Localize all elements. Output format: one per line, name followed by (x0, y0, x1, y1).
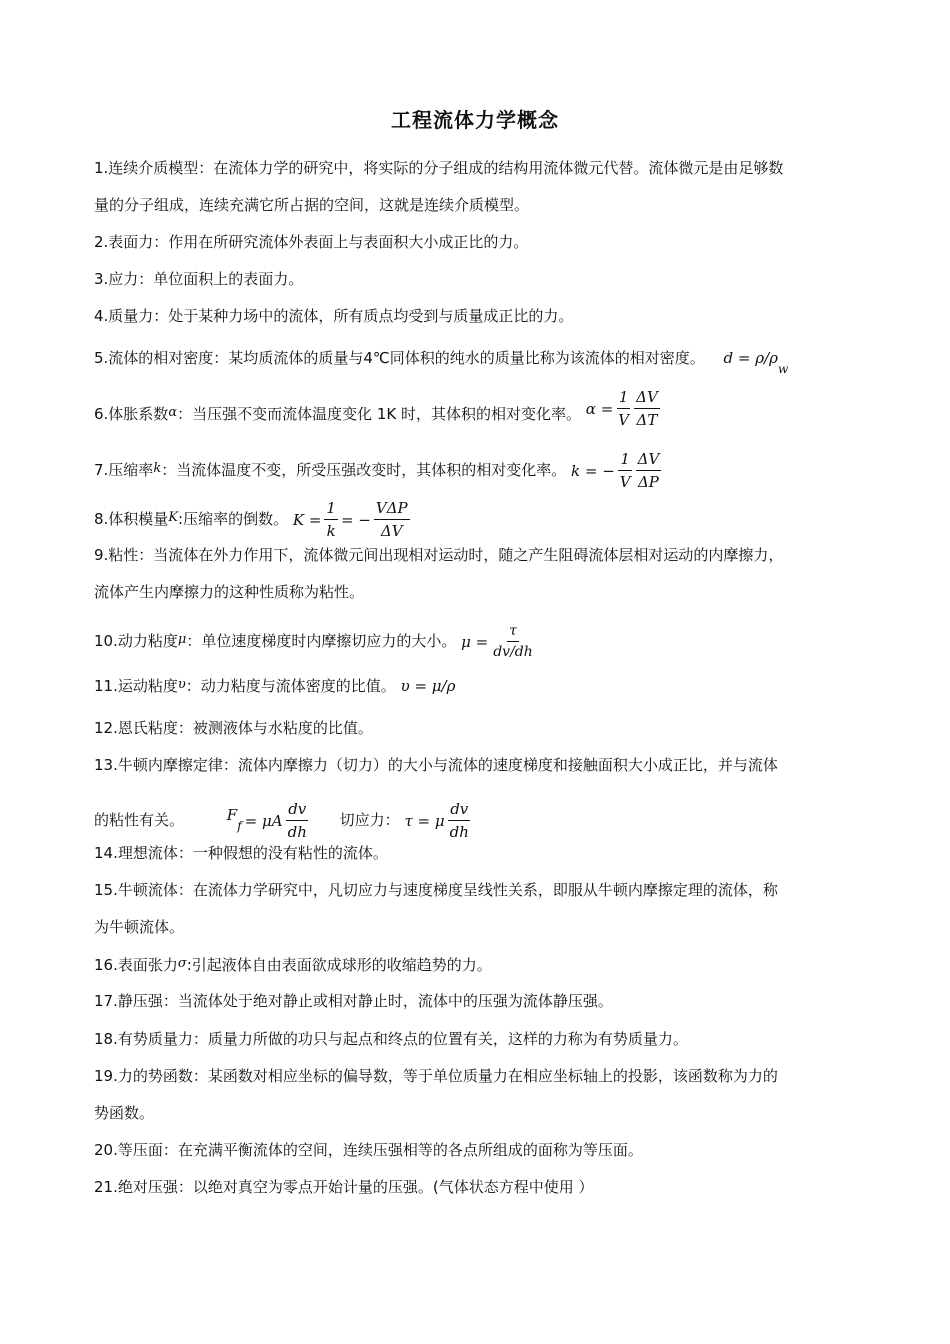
item-3: 3.应力：单位面积上的表面力。 (94, 270, 304, 288)
item-6-label: 6.体胀系数 (94, 405, 169, 423)
item-10-symbol: μ (177, 632, 187, 647)
item-7-text: ：当流体温度不变，所受压强改变时，其体积的相对变化率。 (161, 461, 567, 479)
item-13-formula-force: $F_f$ = μA $\frac{dv}{dh}$ (226, 800, 307, 841)
item-19-line-1: 19.力的势函数：某函数对相应坐标的偏导数，等于单位质量力在相应坐标轴上的投影，该函数称为力的 (94, 1067, 778, 1085)
item-15-line-2: 为牛顿流体。 (94, 918, 185, 936)
item-11 (94, 675, 455, 696)
item-9-line-1: 9.粘性：当流体在外力作用下，流体微元间出现相对运动时，随之产生阻碍流体层相对运动的内摩擦力， (94, 546, 784, 564)
item-16-label: 16.表面张力 (94, 956, 178, 974)
item-16-symbol: σ (177, 956, 187, 971)
item-14: 14.理想流体：一种假想的没有粘性的流体。 (94, 844, 388, 862)
item-10-text: ：单位速度梯度时内摩擦切应力的大小。 (186, 632, 457, 650)
item-6 (94, 388, 660, 431)
item-8-text: :压缩率的倒数。 (178, 510, 289, 528)
item-1-line-2: 量的分子组成，连续充满它所占据的空间，这就是连续介质模型。 (94, 196, 530, 214)
item-19-line-2: 势函数。 (94, 1104, 155, 1122)
item-12: 12.恩氏粘度：被测液体与水粘度的比值。 (94, 719, 373, 737)
item-11-label: 11.运动粘度 (94, 677, 178, 695)
item-7 (94, 448, 661, 493)
item-13-formula-shear: τ = μ $\frac{dv}{dh}$ (404, 800, 469, 841)
item-10 (94, 621, 535, 662)
item-18: 18.有势质量力：质量力所做的功只与起点和终点的位置有关，这样的力称为有势质量力。 (94, 1030, 688, 1048)
item-8-formula: K = $\frac{1}{k}$ = − $\frac{\text{VΔP}}{\Delta V}$ (292, 499, 408, 540)
item-8-label: 8.体积模量 (94, 510, 169, 528)
item-13-text: 的粘性有关。 (94, 811, 185, 829)
item-5 (94, 348, 788, 379)
document-title: 工程流体力学概念 (391, 108, 559, 132)
item-8-symbol: K (168, 510, 179, 525)
item-4: 4.质量力：处于某种力场中的流体，所有质点均受到与质量成正比的力。 (94, 307, 574, 325)
item-20: 20.等压面：在充满平衡流体的空间，连续压强相等的各点所组成的面称为等压面。 (94, 1141, 643, 1159)
item-2: 2.表面力：作用在所研究流体外表面上与表面积大小成正比的力。 (94, 233, 529, 251)
item-11-symbol: υ (177, 677, 186, 692)
item-9-line-2: 流体产生内摩擦力的这种性质称为粘性。 (94, 583, 365, 601)
item-11-formula: υ = μ/ρ (400, 677, 456, 695)
item-1-line-1: 1.连续介质模型：在流体力学的研究中，将实际的分子组成的结构用流体微元代替。流体微元是由足够数 (94, 159, 784, 177)
item-6-formula: α = $\frac{1}{V}$ $\frac{\Delta V}{\Delta T}$ (585, 388, 658, 429)
item-8 (94, 497, 410, 542)
item-21: 21.绝对压强：以绝对真空为零点开始计量的压强。(气体状态方程中使用 ） (94, 1178, 594, 1196)
item-13-line-2 (94, 798, 471, 843)
item-16-text: :引起液体自由表面欲成球形的收缩趋势的力。 (186, 956, 492, 974)
item-6-text: ：当压强不变而流体温度变化 1K 时，其体积的相对变化率。 (177, 405, 582, 423)
item-5-text: 5.流体的相对密度：某均质流体的质量与4℃同体积的纯水的质量比称为该流体的相对密度。 (94, 349, 705, 367)
item-17: 17.静压强：当流体处于绝对静止或相对静止时，流体中的压强为流体静压强。 (94, 992, 613, 1010)
item-10-formula: μ = $\frac{\tau}{dv/dh}$ (461, 623, 533, 660)
item-7-label: 7.压缩率 (94, 461, 154, 479)
item-7-formula: k = − $\frac{1}{V}$ $\frac{\Delta V}{\Delta P}$ (571, 450, 660, 491)
item-16 (94, 954, 492, 975)
item-11-text: ：动力粘度与流体密度的比值。 (185, 677, 396, 695)
item-13-line-1: 13.牛顿内摩擦定律：流体内摩擦力（切力）的大小与流体的速度梯度和接触面积大小成正比，并与流体 (94, 756, 778, 774)
item-5-formula: $d = \rho/\rho_w$ (723, 349, 789, 376)
item-10-label: 10.动力粘度 (94, 632, 178, 650)
item-7-symbol: k (153, 461, 162, 476)
item-15-line-1: 15.牛顿流体：在流体力学研究中，凡切应力与速度梯度呈线性关系，即服从牛顿内摩擦定理的流体，称 (94, 881, 778, 899)
item-6-symbol: α (168, 405, 178, 420)
item-13-shear-label: 切应力： (339, 811, 400, 829)
